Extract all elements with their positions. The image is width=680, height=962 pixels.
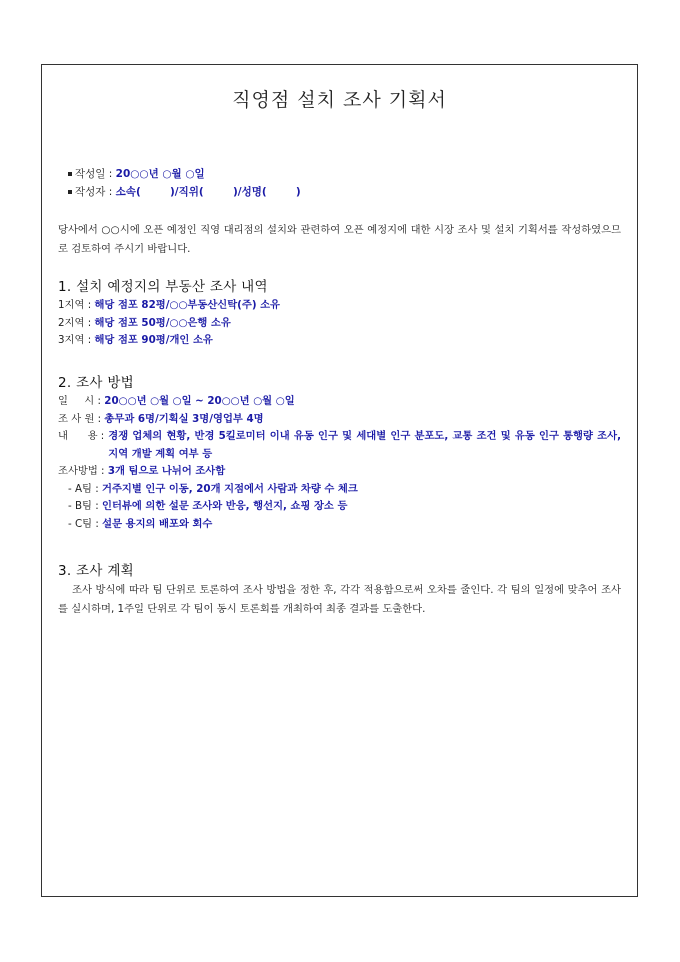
schedule-row	[58, 393, 621, 411]
schedule-value: 20○○년 ○월 ○일 ~ 20○○년 ○월 ○일	[104, 395, 295, 407]
region-row	[58, 297, 621, 315]
team-row	[58, 498, 621, 516]
region-label: 3지역 :	[58, 334, 92, 346]
method-row	[58, 463, 621, 481]
bullet-icon	[68, 190, 72, 194]
method-label: 조사방법 :	[58, 465, 105, 477]
region-row	[58, 315, 621, 333]
document-title: 직영점 설치 조사 기획서	[232, 89, 447, 111]
team-row	[58, 516, 621, 534]
team-value: 인터뷰에 의한 설문 조사와 반응, 행선지, 쇼핑 장소 등	[102, 500, 348, 512]
team-label: - A팀 :	[68, 482, 99, 495]
intro-paragraph: 당사에서 ○○시에 오픈 예정인 직영 대리점의 설치와 관련하여 오픈 예정지에 대한 시장 조사 및 설치 기획서를 작성하였으므로 검토하여 주시기 바랍니다.	[58, 224, 621, 255]
date-value: 20○○년 ○월 ○일	[115, 168, 205, 180]
team-value: 거주지별 인구 이동, 20개 지점에서 사람과 차량 수 체크	[102, 482, 358, 495]
section-3-heading: 3. 조사 계획	[58, 563, 135, 579]
section-2	[58, 371, 621, 533]
section-2-heading: 2. 조사 방법	[58, 375, 135, 391]
team-row	[58, 481, 621, 499]
staff-label: 조 사 원 :	[58, 412, 102, 425]
author-row	[68, 183, 301, 201]
bullet-icon	[68, 172, 72, 176]
region-label: 2지역 :	[58, 316, 92, 329]
content-value: 경쟁 업체의 현황, 반경 5킬로미터 이내 유동 인구 및 세대별 인구 분포도, 교통 조건 및 유동 인구 통행량 조사, 지역 개발 계획 여부 등	[108, 430, 621, 460]
author-value: 소속( )/직위( )/성명( )	[115, 186, 301, 198]
team-value: 설문 용지의 배포와 회수	[102, 517, 213, 530]
schedule-label: 일 시 :	[58, 395, 102, 407]
author-label: 작성자 :	[75, 186, 113, 198]
region-value: 해당 점포 50평/○○은행 소유	[94, 316, 231, 329]
staff-row	[58, 411, 621, 429]
team-label: - B팀 :	[68, 500, 99, 512]
staff-value: 총무과 6명/기획실 3명/영업부 4명	[104, 412, 264, 425]
section-1	[58, 275, 621, 350]
section-3	[58, 559, 621, 619]
date-label: 작성일 :	[75, 168, 113, 180]
method-value: 3개 팀으로 나뉘어 조사함	[107, 465, 226, 477]
content-label: 내 용 :	[58, 430, 105, 442]
team-label: - C팀 :	[68, 517, 99, 530]
section-1-heading: 1. 설치 예정지의 부동산 조사 내역	[58, 279, 268, 295]
content-row	[58, 428, 621, 463]
document-page	[41, 64, 638, 897]
region-row	[58, 332, 621, 350]
meta-block	[68, 165, 301, 201]
region-value: 해당 점포 82평/○○부동산신탁(주) 소유	[94, 299, 281, 311]
region-value: 해당 점포 90평/개인 소유	[94, 334, 213, 346]
date-row	[68, 165, 301, 183]
section-3-body: 조사 방식에 따라 팀 단위로 토론하여 조사 방법을 정한 후, 각각 적용함으로써 오차를 줄인다. 각 팀의 일정에 맞추어 조사를 실시하며, 1주일 단위로 각 팀이 동시 토론회를 개최하여 최종 결과를 도출한다.	[58, 584, 621, 615]
region-label: 1지역 :	[58, 299, 92, 311]
